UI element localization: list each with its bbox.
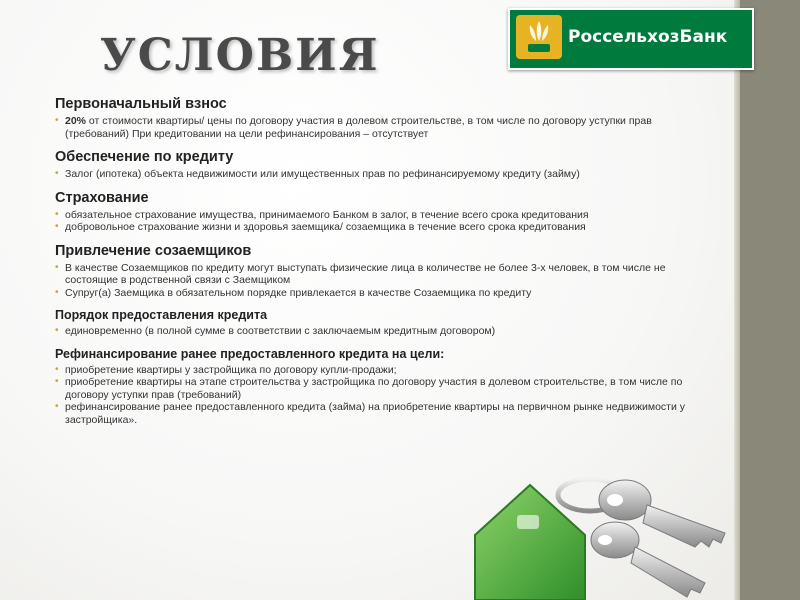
item-text: В качестве Созаемщиков по кредиту могут выступать физические лица в количестве не более 3-х человек, в том числе не состоящие в родственной связи с Заемщиком <box>65 261 666 286</box>
bullet-icon: • <box>55 115 59 126</box>
list-item <box>55 168 695 181</box>
bank-emblem-icon <box>516 15 562 59</box>
bank-logo <box>508 8 754 70</box>
slide-title: УСЛОВИЯ <box>100 30 380 81</box>
item-text: Супруг(а) Заемщика в обязательном порядке привлекается в качестве Созаемщика по кредиту <box>65 286 532 299</box>
keys-image <box>455 455 735 600</box>
house-keychain <box>475 485 585 600</box>
list-item <box>55 221 695 234</box>
item-text: приобретение квартиры на этапе строительства у застройщика по договору участия в долевом строительстве, в том числе по договору уступки прав (требований) <box>65 376 683 401</box>
list-item <box>55 209 695 222</box>
list-item <box>55 115 695 140</box>
bank-logo-text: РоссельхозБанк <box>568 27 728 47</box>
bullet-icon: • <box>55 376 59 387</box>
bullet-icon: • <box>55 325 59 336</box>
bullet-icon: • <box>55 208 59 220</box>
bullet-icon: • <box>55 363 59 375</box>
section-coborrowers <box>55 242 695 300</box>
section-heading: Обеспечение по кредиту <box>55 149 234 165</box>
section-collateral <box>55 148 695 181</box>
item-strong-text: 20% <box>65 115 87 127</box>
section-credit-issuance <box>55 307 695 338</box>
section-down-payment <box>55 95 695 140</box>
item-text: добровольное страхование жизни и здоровья заемщика/ созаемщика в течение всего срока кредитования <box>65 221 586 233</box>
item-text: Залог (ипотека) объекта недвижимости или имущественных прав по рефинансируемому кредиту (займу) <box>65 168 580 180</box>
bullet-icon: • <box>55 221 59 232</box>
keys-illustration <box>455 455 735 600</box>
section-heading: Рефинансирование ранее предоставленного кредита на цели: <box>55 346 445 361</box>
item-text: единовременно (в полной сумме в соответствии с заключаемым кредитным договором) <box>65 325 496 337</box>
bullet-icon: • <box>55 168 59 179</box>
section-refinancing <box>55 346 695 427</box>
list-item <box>55 376 695 401</box>
keychain-hole <box>517 515 539 529</box>
section-insurance <box>55 189 695 234</box>
item-text: обязательное страхование имущества, принимаемого Банком в залог, в течение всего срока кредитования <box>65 208 589 221</box>
section-heading: Порядок предоставления кредита <box>55 308 268 322</box>
list-item <box>55 262 695 287</box>
section-heading: Страхование <box>55 189 149 206</box>
list-item <box>55 401 695 426</box>
list-item <box>55 287 695 300</box>
conditions-content <box>55 95 695 426</box>
bullet-icon: • <box>55 261 59 273</box>
item-text: приобретение квартиры у застройщика по договору купли-продажи; <box>65 363 397 376</box>
list-item <box>55 364 695 377</box>
right-decorative-band <box>740 0 800 600</box>
list-item <box>55 325 695 338</box>
section-heading: Привлечение созаемщиков <box>55 242 252 259</box>
bullet-icon: • <box>55 286 59 298</box>
item-text: от стоимости квартиры/ цены по договору участия в долевом строительстве, в том числе по договору уступки прав (требований) При кредитовании на цели рефинансирования – отсутствует <box>65 115 652 140</box>
section-heading: Первоначальный взнос <box>55 96 227 112</box>
item-text: рефинансирование ранее предоставленного кредита (займа) на приобретение квартиры на первичном рынке недвижимости у застройщика». <box>65 401 685 426</box>
bullet-icon: • <box>55 401 59 412</box>
